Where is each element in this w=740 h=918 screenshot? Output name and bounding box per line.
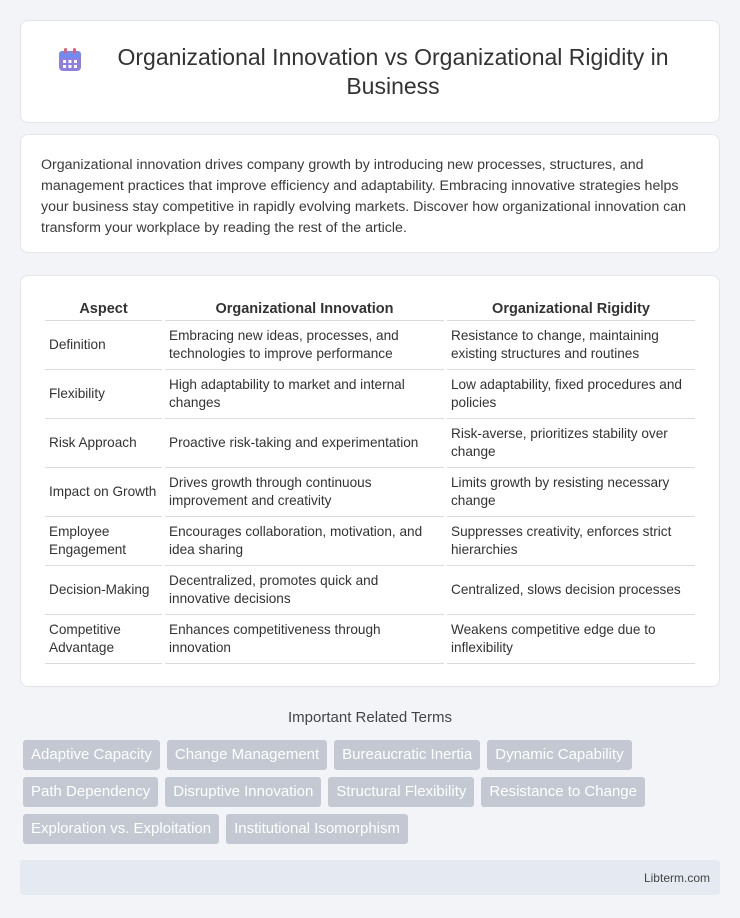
- cell-aspect: Risk Approach: [45, 419, 162, 468]
- table-row: [45, 615, 695, 664]
- cell-innovation: Drives growth through continuous improvement and creativity: [165, 468, 444, 517]
- tag-institutional-isomorphism[interactable]: Institutional Isomorphism: [226, 814, 408, 844]
- table-row: [45, 468, 695, 517]
- cell-rigidity: Weakens competitive edge due to inflexibility: [447, 615, 695, 664]
- cell-rigidity: Limits growth by resisting necessary change: [447, 468, 695, 517]
- cell-aspect: Decision-Making: [45, 566, 162, 615]
- cell-innovation: Proactive risk-taking and experimentation: [165, 419, 444, 468]
- table-row: [45, 517, 695, 566]
- cell-innovation: Decentralized, promotes quick and innovative decisions: [165, 566, 444, 615]
- footer-site-link[interactable]: Libterm.com: [643, 870, 710, 885]
- intro-text: Organizational innovation drives company growth by introducing new processes, structures, and management practices that improve efficiency and adaptability. Embracing innovative strategies helps your business stay competitive in rapidly evolving markets. Discover how organizational innovation can transform your workplace by reading the rest of the article.: [41, 157, 687, 236]
- tag-resistance-to-change[interactable]: Resistance to Change: [481, 777, 645, 807]
- intro-card: [20, 134, 720, 253]
- footer: [20, 860, 720, 895]
- cell-aspect: Definition: [45, 321, 162, 370]
- title-row: [57, 43, 683, 101]
- tag-structural-flexibility[interactable]: Structural Flexibility: [328, 777, 474, 807]
- tag-dynamic-capability[interactable]: Dynamic Capability: [487, 740, 631, 770]
- cell-rigidity: Centralized, slows decision processes: [447, 566, 695, 615]
- cell-rigidity: Resistance to change, maintaining existing structures and routines: [447, 321, 695, 370]
- calendar-icon: [57, 47, 83, 73]
- header-rigidity: Organizational Rigidity: [447, 297, 695, 321]
- tag-path-dependency[interactable]: Path Dependency: [23, 777, 158, 807]
- tag-change-management[interactable]: Change Management: [167, 740, 327, 770]
- tag-disruptive-innovation[interactable]: Disruptive Innovation: [165, 777, 321, 807]
- cell-aspect: Flexibility: [45, 370, 162, 419]
- header-card: [20, 20, 720, 123]
- cell-innovation: Embracing new ideas, processes, and technologies to improve performance: [165, 321, 444, 370]
- cell-rigidity: Risk-averse, prioritizes stability over change: [447, 419, 695, 468]
- comparison-table: [42, 297, 698, 664]
- related-terms-title: Important Related Terms: [288, 709, 452, 726]
- table-header-row: [45, 297, 695, 321]
- table-row: [45, 321, 695, 370]
- cell-rigidity: Suppresses creativity, enforces strict hierarchies: [447, 517, 695, 566]
- cell-innovation: Enhances competitiveness through innovation: [165, 615, 444, 664]
- comparison-table-card: [20, 275, 720, 687]
- cell-aspect: Impact on Growth: [45, 468, 162, 517]
- header-aspect: Aspect: [45, 297, 162, 321]
- table-row: [45, 370, 695, 419]
- cell-rigidity: Low adaptability, fixed procedures and policies: [447, 370, 695, 419]
- related-terms-tags: [20, 740, 720, 844]
- tag-exploration-vs-exploitation[interactable]: Exploration vs. Exploitation: [23, 814, 219, 844]
- table-row: [45, 419, 695, 468]
- cell-aspect: Competitive Advantage: [45, 615, 162, 664]
- tag-bureaucratic-inertia[interactable]: Bureaucratic Inertia: [334, 740, 480, 770]
- tag-adaptive-capacity[interactable]: Adaptive Capacity: [23, 740, 160, 770]
- cell-innovation: Encourages collaboration, motivation, and idea sharing: [165, 517, 444, 566]
- header-innovation: Organizational Innovation: [165, 297, 444, 321]
- table-row: [45, 566, 695, 615]
- cell-aspect: Employee Engagement: [45, 517, 162, 566]
- cell-innovation: High adaptability to market and internal changes: [165, 370, 444, 419]
- page-title: Organizational Innovation vs Organizational Rigidity in Business: [117, 43, 669, 99]
